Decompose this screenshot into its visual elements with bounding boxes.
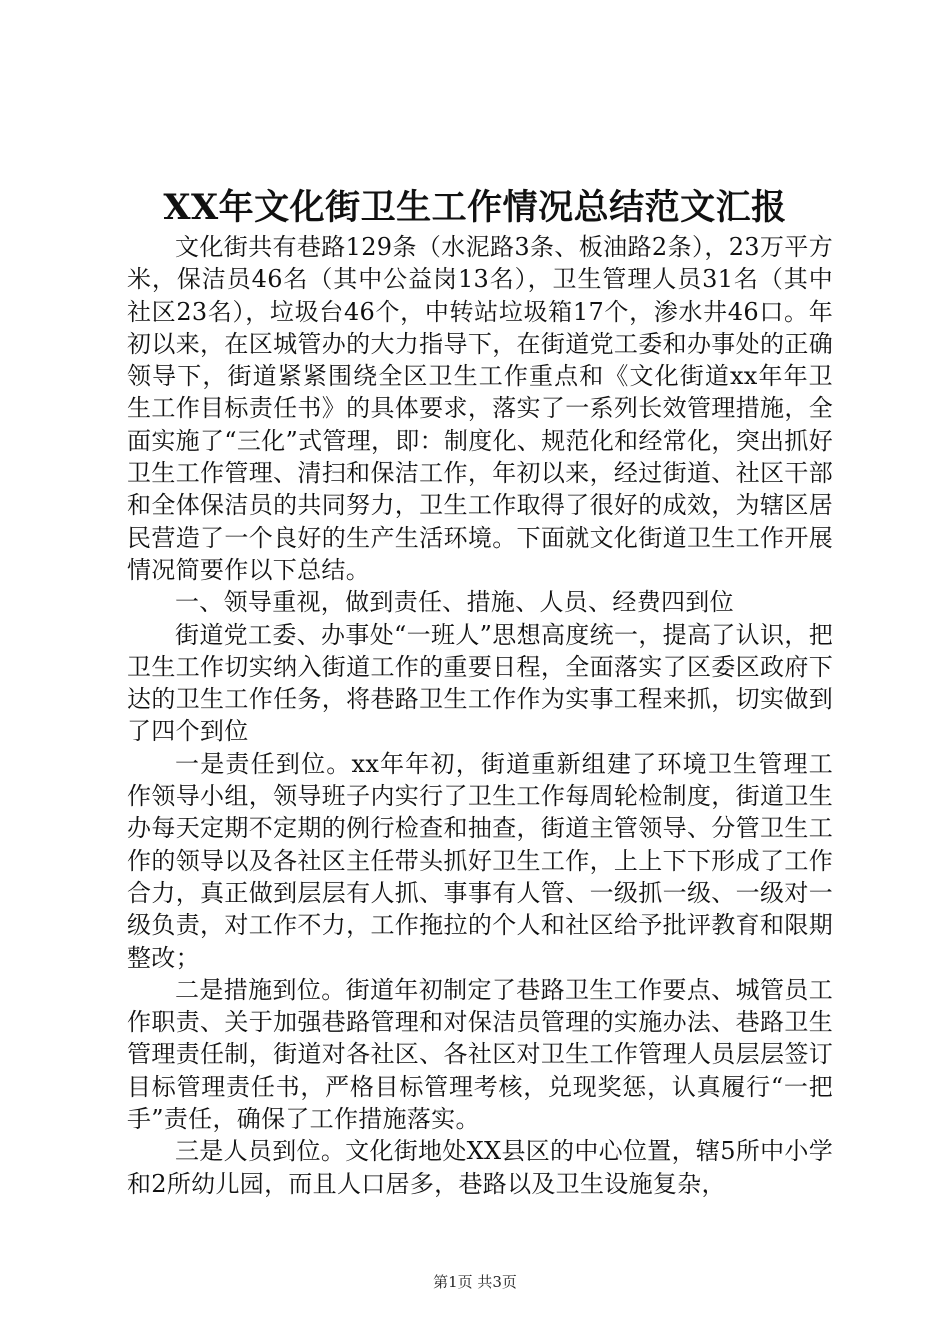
body-paragraph-personnel: 三是人员到位。文化街地处XX县区的中心位置，辖5所中小学和2所幼儿园，而且人口居多，巷路以及卫生设施复杂， bbox=[127, 1137, 833, 1198]
page-footer: 第1页 共3页 bbox=[433, 1273, 517, 1291]
document-body bbox=[127, 231, 833, 1200]
intro-paragraph: 文化街共有巷路129条（水泥路3条、板油路2条），23万平方米，保洁员46名（其中公益岗13名），卫生管理人员31名（其中社区23名），垃圾台46个，中转站垃圾箱17个，渗水井46口。年初以来，在区城管办的大力指导下，在街道党工委和办事处的正确领导下，街道紧紧围绕全区卫生工作重点和《文化街道xx年年卫生工作目标责任书》的具体要求，落实了一系列长效管理措施，全面实施了“三化”式管理，即：制度化、规范化和经常化，突出抓好卫生工作管理、清扫和保洁工作，年初以来，经过街道、社区干部和全体保洁员的共同努力，卫生工作取得了很好的成效，为辖区居民营造了一个良好的生产生活环境。下面就文化街道卫生工作开展情况简要作以下总结。 bbox=[127, 233, 833, 584]
body-paragraph-measures: 二是措施到位。街道年初制定了巷路卫生工作要点、城管员工作职责、关于加强巷路管理和对保洁员管理的实施办法、巷路卫生管理责任制，街道对各社区、各社区对卫生工作管理人员层层签订目标管理责任书，严格目标管理考核，兑现奖惩，认真履行“一把手”责任，确保了工作措施落实。 bbox=[127, 975, 833, 1134]
body-paragraph-responsibility: 一是责任到位。xx年年初，街道重新组建了环境卫生管理工作领导小组，领导班子内实行了卫生工作每周轮检制度，街道卫生办每天定期不定期的例行检查和抽查，街道主管领导、分管卫生工作的领导以及各社区主任带头抓好卫生工作，上上下下形成了工作合力，真正做到层层有人抓、事事有人管、一级抓一级、一级对一级负责，对工作不力，工作拖拉的个人和社区给予批评教育和限期整改； bbox=[127, 749, 833, 972]
body-paragraph: 街道党工委、办事处“一班人”思想高度统一，提高了认识，把卫生工作切实纳入街道工作的重要日程，全面落实了区委区政府下达的卫生工作任务，将巷路卫生工作作为实事工程来抓，切实做到了四个到位 bbox=[127, 620, 833, 746]
document-title: XX年文化街卫生工作情况总结范文汇报 bbox=[163, 187, 787, 228]
section-heading-1: 一、领导重视，做到责任、措施、人员、经费四到位 bbox=[175, 588, 734, 617]
